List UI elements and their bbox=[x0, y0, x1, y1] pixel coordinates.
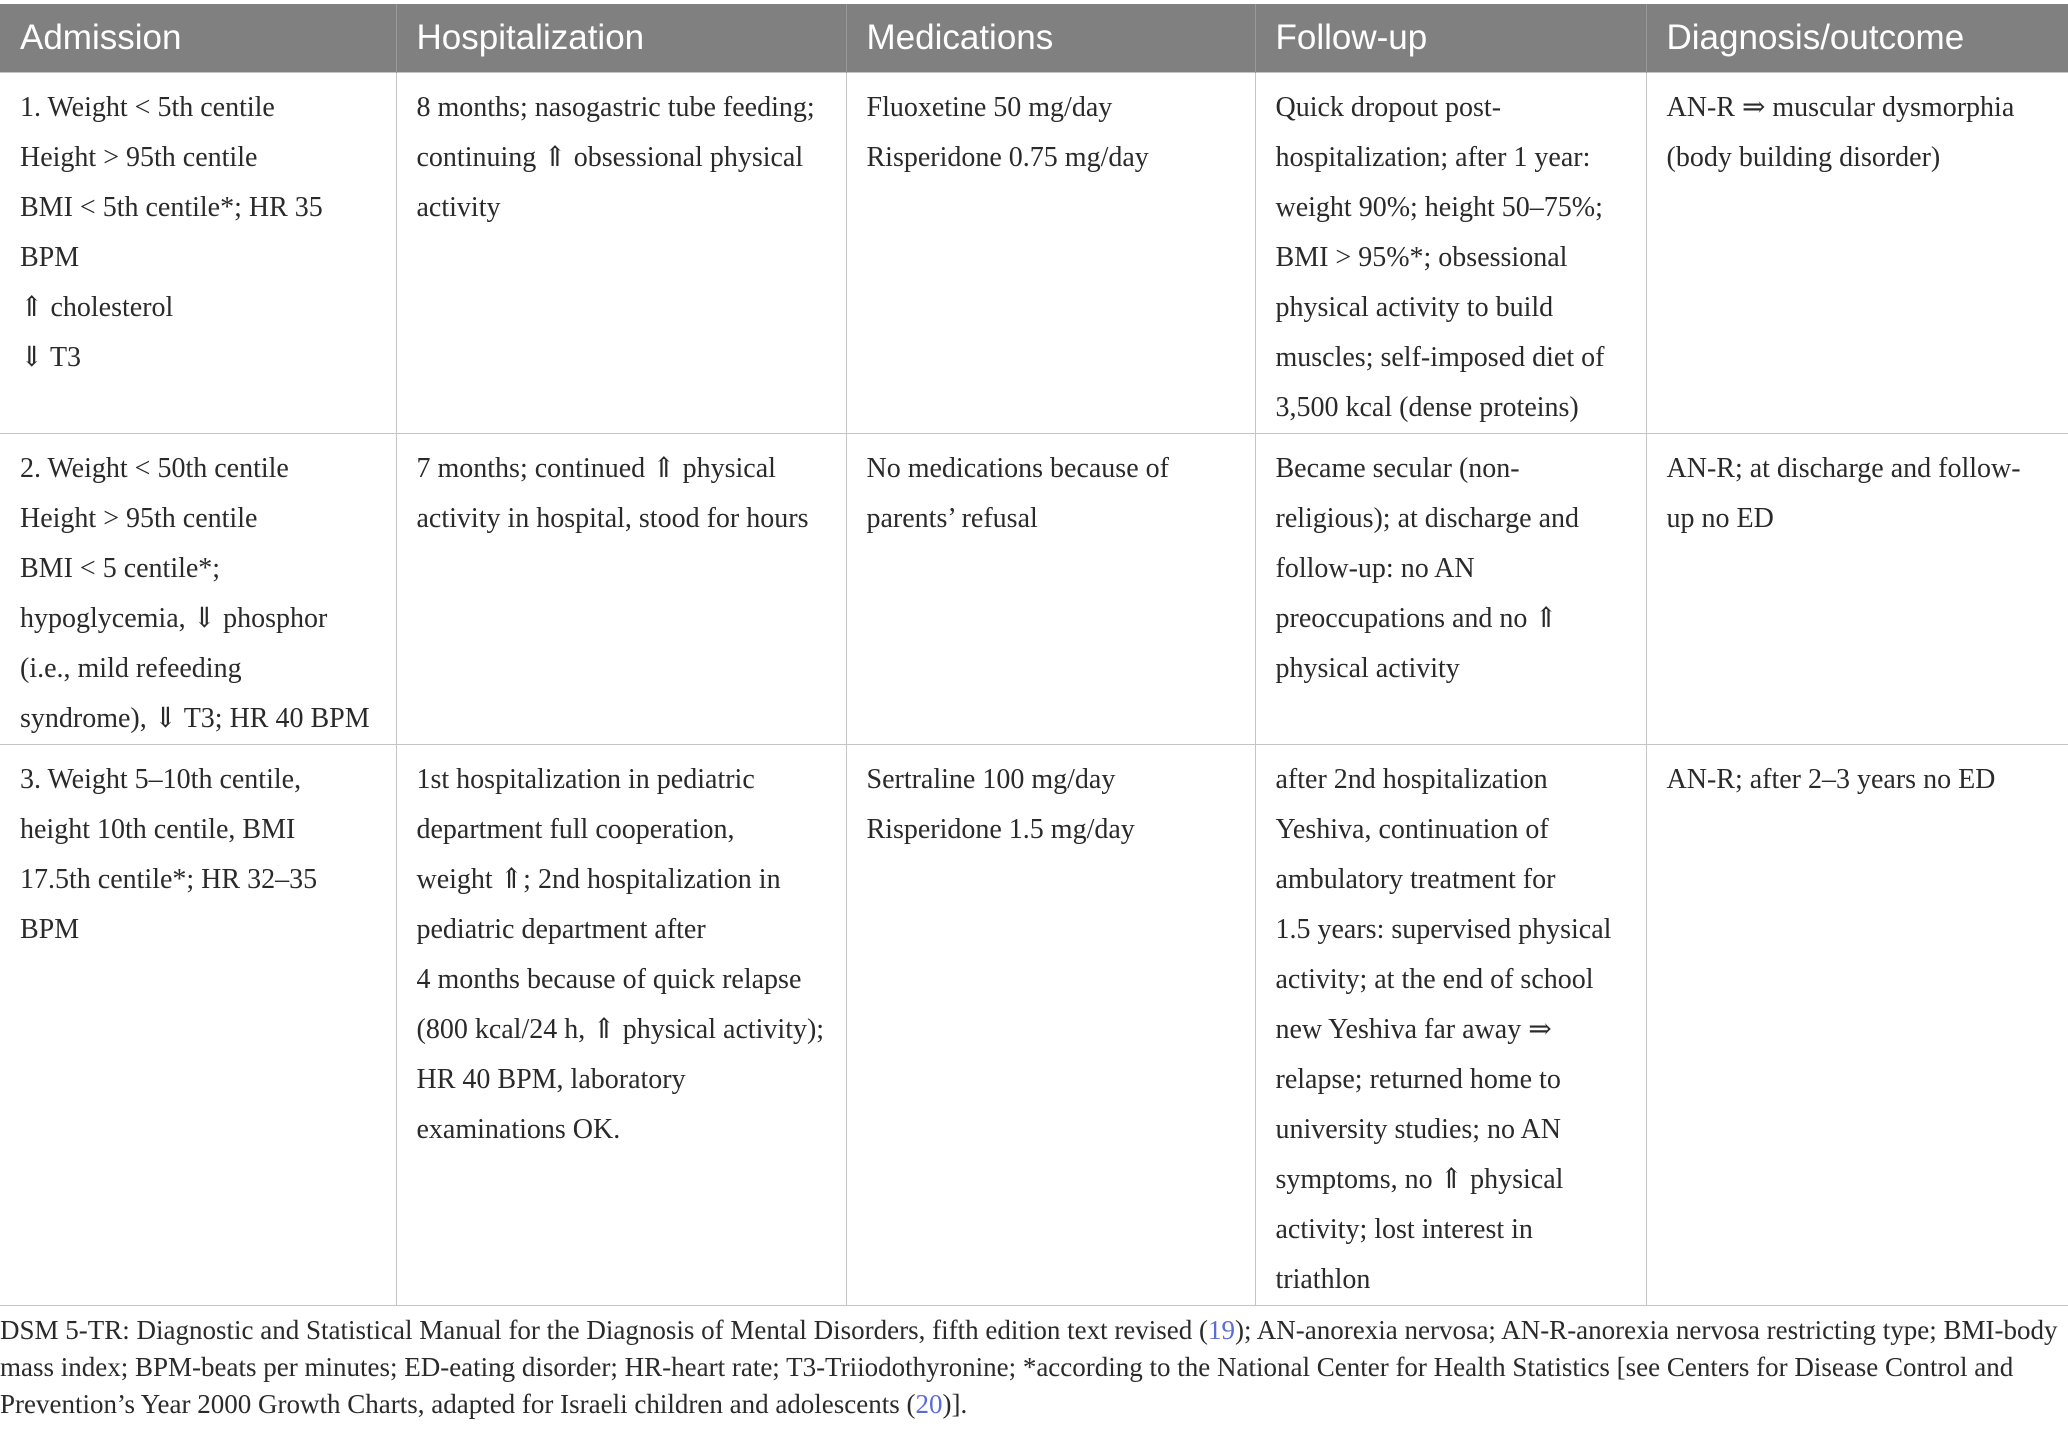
cell-admission bbox=[0, 745, 396, 1306]
cell-line: continuing ⇑ obsessional physical bbox=[416, 142, 804, 173]
cell-line: syndrome), ⇓ T3; HR 40 BPM bbox=[20, 703, 370, 734]
cell-line: new Yeshiva far away ⇒ bbox=[1275, 1014, 1552, 1045]
cell-line: 4 months because of quick relapse bbox=[416, 964, 802, 995]
cell-line: Risperidone 0.75 mg/day bbox=[866, 142, 1149, 173]
table-row bbox=[0, 73, 2068, 434]
footnote-line bbox=[0, 1386, 2050, 1423]
clinical-table bbox=[0, 4, 2068, 1306]
footnote-line bbox=[0, 1312, 2058, 1349]
cell-line: 3,500 kcal (dense proteins) bbox=[1275, 392, 1579, 423]
footnote-text: )]. bbox=[942, 1389, 968, 1419]
cell-line: Fluoxetine 50 mg/day bbox=[866, 92, 1113, 123]
header-medications: Medications bbox=[846, 4, 1255, 73]
reference-link-19[interactable]: 19 bbox=[1208, 1315, 1236, 1345]
cell-line: examinations OK. bbox=[416, 1114, 621, 1145]
cell-hospitalization bbox=[396, 73, 846, 434]
clinical-table-container bbox=[0, 4, 2068, 1306]
cell-line: symptoms, no ⇑ physical bbox=[1275, 1164, 1564, 1195]
cell-line: Yeshiva, continuation of bbox=[1275, 814, 1549, 845]
cell-medications bbox=[846, 434, 1255, 745]
cell-line: Quick dropout post- bbox=[1275, 92, 1502, 123]
cell-line: ⇓ T3 bbox=[20, 342, 82, 373]
cell-line: AN-R; at discharge and follow- bbox=[1666, 453, 2021, 484]
cell-line: hypoglycemia, ⇓ phosphor bbox=[20, 603, 328, 634]
cell-line: BMI < 5th centile*; HR 35 bbox=[20, 192, 323, 223]
cell-line: Height > 95th centile bbox=[20, 142, 258, 173]
footnote-line: mass index; BPM-beats per minutes; ED-eating disorder; HR-heart rate; T3-Triiodothyronine; *according to the National Center for Health Statistics [see Centers for Disease Control and bbox=[0, 1352, 2014, 1382]
cell-admission bbox=[0, 434, 396, 745]
cell-line: hospitalization; after 1 year: bbox=[1275, 142, 1591, 173]
footnote-text: DSM 5-TR: Diagnostic and Statistical Manual for the Diagnosis of Mental Disorders, fifth edition text revised ( bbox=[0, 1315, 1209, 1345]
cell-line: (i.e., mild refeeding bbox=[20, 653, 242, 684]
cell-line: AN-R ⇒ muscular dysmorphia bbox=[1666, 92, 2015, 123]
cell-medications bbox=[846, 73, 1255, 434]
cell-line: 2. Weight < 50th centile bbox=[20, 453, 289, 484]
cell-line: ⇑ cholesterol bbox=[20, 292, 174, 323]
cell-diagnosis-outcome bbox=[1646, 73, 2068, 434]
header-diagnosis-outcome: Diagnosis/outcome bbox=[1646, 4, 2068, 73]
cell-line: 1. Weight < 5th centile bbox=[20, 92, 275, 123]
footnote-text: ); AN-anorexia nervosa; AN-R-anorexia nervosa restricting type; BMI-body bbox=[1235, 1315, 2058, 1345]
cell-hospitalization bbox=[396, 434, 846, 745]
cell-line: ambulatory treatment for bbox=[1275, 864, 1556, 895]
cell-line: preoccupations and no ⇑ bbox=[1275, 603, 1558, 634]
cell-line: BMI < 5 centile*; bbox=[20, 553, 221, 584]
cell-line: Risperidone 1.5 mg/day bbox=[866, 814, 1135, 845]
cell-line: physical activity to build bbox=[1275, 292, 1554, 323]
cell-line: AN-R; after 2–3 years no ED bbox=[1666, 764, 1996, 795]
cell-hospitalization bbox=[396, 745, 846, 1306]
cell-line: department full cooperation, bbox=[416, 814, 735, 845]
cell-diagnosis-outcome bbox=[1646, 745, 2068, 1306]
cell-line: parents’ refusal bbox=[866, 503, 1038, 534]
table-row bbox=[0, 745, 2068, 1306]
table-row bbox=[0, 434, 2068, 745]
cell-line: after 2nd hospitalization bbox=[1275, 764, 1548, 795]
cell-line: up no ED bbox=[1666, 503, 1774, 534]
cell-line: No medications because of bbox=[866, 453, 1169, 484]
cell-line: religious); at discharge and bbox=[1275, 503, 1580, 534]
cell-line: physical activity bbox=[1275, 653, 1460, 684]
cell-line: follow-up: no AN bbox=[1275, 553, 1475, 584]
cell-line: Sertraline 100 mg/day bbox=[866, 764, 1116, 795]
cell-line: university studies; no AN bbox=[1275, 1114, 1561, 1145]
table-header-row bbox=[0, 4, 2068, 73]
cell-line: BPM bbox=[20, 242, 80, 273]
cell-line: activity bbox=[416, 192, 501, 223]
cell-line: HR 40 BPM, laboratory bbox=[416, 1064, 686, 1095]
cell-line: pediatric department after bbox=[416, 914, 706, 945]
cell-line: BPM bbox=[20, 914, 80, 945]
footnote-text: Prevention’s Year 2000 Growth Charts, adapted for Israeli children and adolescents ( bbox=[0, 1389, 916, 1419]
cell-line: triathlon bbox=[1275, 1264, 1371, 1295]
cell-line: BMI > 95%*; obsessional bbox=[1275, 242, 1568, 273]
cell-line: 7 months; continued ⇑ physical bbox=[416, 453, 776, 484]
cell-line: 1.5 years: supervised physical bbox=[1275, 914, 1612, 945]
cell-line: 8 months; nasogastric tube feeding; bbox=[416, 92, 815, 123]
cell-line: muscles; self-imposed diet of bbox=[1275, 342, 1605, 373]
cell-follow-up bbox=[1255, 745, 1646, 1306]
cell-line: height 10th centile, BMI bbox=[20, 814, 296, 845]
header-admission: Admission bbox=[0, 4, 396, 73]
header-hospitalization: Hospitalization bbox=[396, 4, 846, 73]
cell-line: 3. Weight 5–10th centile, bbox=[20, 764, 302, 795]
cell-line: Height > 95th centile bbox=[20, 503, 258, 534]
cell-medications bbox=[846, 745, 1255, 1306]
cell-line: weight ⇑; 2nd hospitalization in bbox=[416, 864, 781, 895]
reference-link-20[interactable]: 20 bbox=[915, 1389, 943, 1419]
cell-follow-up bbox=[1255, 73, 1646, 434]
cell-admission bbox=[0, 73, 396, 434]
cell-line: activity in hospital, stood for hours bbox=[416, 503, 809, 534]
cell-line: (800 kcal/24 h, ⇑ physical activity); bbox=[416, 1014, 825, 1045]
header-follow-up: Follow-up bbox=[1255, 4, 1646, 73]
cell-line: relapse; returned home to bbox=[1275, 1064, 1561, 1095]
cell-line: (body building disorder) bbox=[1666, 142, 1941, 173]
cell-diagnosis-outcome bbox=[1646, 434, 2068, 745]
cell-line: activity; lost interest in bbox=[1275, 1214, 1533, 1245]
cell-follow-up bbox=[1255, 434, 1646, 745]
cell-line: 17.5th centile*; HR 32–35 bbox=[20, 864, 318, 895]
table-footnote bbox=[0, 1312, 2058, 1423]
cell-line: Became secular (non- bbox=[1275, 453, 1520, 484]
cell-line: 1st hospitalization in pediatric bbox=[416, 764, 755, 795]
cell-line: weight 90%; height 50–75%; bbox=[1275, 192, 1603, 223]
cell-line: activity; at the end of school bbox=[1275, 964, 1594, 995]
